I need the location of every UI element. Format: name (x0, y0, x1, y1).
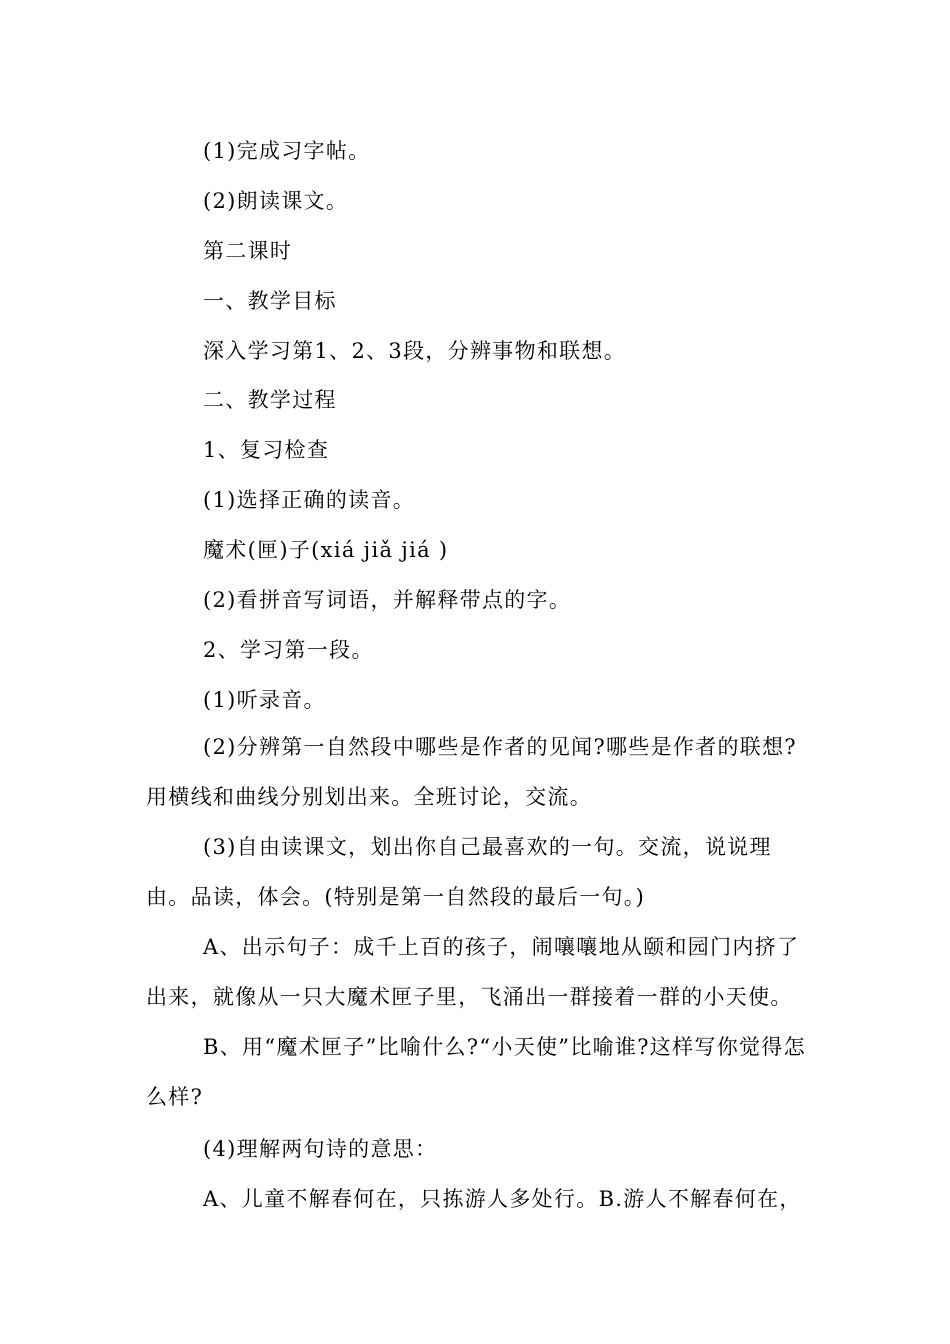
text-line: (1)听录音。 (203, 688, 326, 712)
text-line: (4)理解两句诗的意思： (203, 1137, 438, 1161)
text-line: 二、教学过程 (203, 388, 337, 412)
text-line: (1)完成习字帖。 (203, 139, 371, 163)
text-line: 魔术(匣)子(xiá jiǎ jiá ) (203, 538, 449, 562)
paragraph: B、用“魔术匣子”比喻什么?“小天使”比喻谁?这样写你觉得怎么样? (146, 1035, 806, 1109)
paragraph: (2)分辨第一自然段中哪些是作者的见闻?哪些是作者的联想?用横线和曲线分别划出来。全班讨论，交流。 (146, 735, 797, 809)
text-line: 一、教学目标 (203, 289, 337, 313)
text-line: (2)朗读课文。 (203, 189, 349, 213)
text-line: 深入学习第1、2、3段，分辨事物和联想。 (203, 339, 627, 363)
paragraph: A、出示句子：成千上百的孩子，闹嚷嚷地从颐和园门内挤了出来，就像从一只大魔术匣子里，飞涌出一群接着一群的小天使。 (146, 935, 800, 1009)
section-heading: 第二课时 (203, 239, 293, 263)
text-line: 1、复习检查 (203, 438, 330, 462)
text-line: A、儿童不解春何在，只拣游人多处行。B.游人不解春何在， (203, 1187, 802, 1211)
paragraph: (3)自由读课文，划出你自己最喜欢的一句。交流，说说理由。品读，体会。(特别是第一自然段的最后一句。) (146, 835, 772, 909)
text-line: (1)选择正确的读音。 (203, 488, 416, 512)
text-line: (2)看拼音写词语，并解释带点的字。 (203, 588, 572, 612)
text-line: 2、学习第一段。 (203, 638, 374, 662)
